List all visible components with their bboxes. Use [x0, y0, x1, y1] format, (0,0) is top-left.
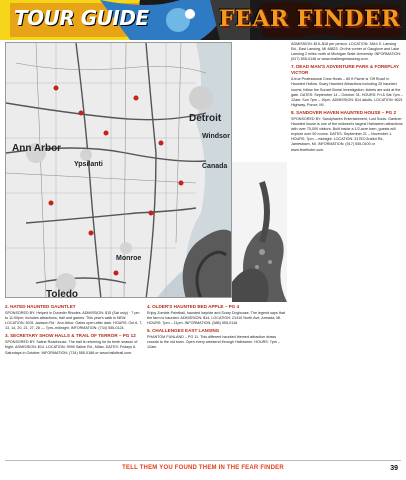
listing-7-text: A true Professional Crew Hosts – 60 ft Flame is 'Off Road' in Haunted Hollow. Scary Haunted Attractions including 25 haunted rooms; follow the Sunset Burial Investigation; tickets are sold at the gate. DATES: September 14 – October 31. HOURS: Fri & Sat 7pm – 12am; Sun 7pm – 10pm. ADMISSION: $14 adults. LOCATION: 8021 Highway, Ponce, MI. [291, 77, 403, 107]
tour-guide-title: TOUR GUIDE [14, 6, 149, 30]
listing-8-text: SPONSORED BY: Sandyhaven Entertainment, Lost Souls. Gardner Haunted house is one of the midwest's largest Halloween attractions with over 75,000 visitors. Built inside a 1/2-acre barn, guests will explore over 50 rooms. DATES: September 21 – November 1. HOURS: 7pm – midnight. LOCATION: 31753 Gratiot Rd., Jamestown, MI. INFORMATION: (517) 555-0100 or www.fearfinder.com. [291, 116, 403, 152]
listing-2-text: SPONSORED BY: Helped in Dunedin Rhodes. ADMISSION: $15 (Sat only) · 7 pm to 11:00pm; includes attractions, trail and games. This year's walk is NEW. LOCATION: 5031 Jackson Rd · Ann Arbor. Gates open after dark. HOURS: Oct 6, 7, 13, 14, 20, 21, 27, 28 — 7pm–midnight. INFORMATION: (734) 555-0124. [5, 311, 143, 331]
listings-middle-column [147, 302, 287, 458]
listing-6-continued: ADMISSION: $15–$18 per person. LOCATION: 3844 S. Lansing Rd., East Lansing, MI 48823. On the corner of Gauglove and Lake Lansing 2 miles north of Michigan State University. INFORMATION: (517) 555-0148 or www.challengeslansing.com. [291, 42, 402, 62]
listing-8-heading: 8. SANDOVER HAVEN HAUNTED HOUSE – PG 2 [291, 109, 397, 115]
area-map [5, 42, 232, 298]
map-label-windsor: Windsor [202, 133, 230, 140]
footer [0, 462, 406, 480]
map-label-monroe: Monroe [116, 255, 142, 262]
map-label-detroit: Detroit [189, 113, 222, 124]
map-label-ann-arbor: Ann Arbor [12, 143, 62, 154]
map-label-ypsilanti: Ypsilanti [74, 161, 103, 168]
listing-2-heading: 2. HATED HAUNTED GAUNTLET [5, 304, 76, 309]
header-banner [0, 0, 406, 40]
listing-5-text: PHANTOM FUNLAND – PG 11. This different haunted themed attraction draws crowds to the old town. Open every weekend through Halloween. HOURS: 7pm – 12am. [147, 335, 281, 350]
page-number: 39 [390, 465, 398, 472]
footer-tagline: TELL THEM YOU FOUND THEM IN THE FEAR FINDER [122, 465, 284, 471]
footer-divider [5, 460, 401, 461]
listings-left-column [5, 302, 143, 458]
listing-3-text: SPONSORED BY: Saline Roadhouse. The trail is returning for its tenth season of fright. ADMISSION: $14. LOCATION: 9990 Saline Rd., Milan. DATES: Fridays & Saturdays in October. INFORMATION: (734) 555-0188 or www.halloftrail.com. [5, 340, 138, 355]
listing-7-heading: 7. DEAD MAN'S ADVENTURE PARK & FOREPLAY VICTOR [291, 64, 400, 76]
octopus-illustration [232, 162, 287, 302]
listing-4-text: Enjoy Zombie Paintball, haunted hayride and Scary Doghouse. The legend says that the farm is haunted. ADMISSION: $14. LOCATION: 21410 North Ave, Armada, MI. HOURS: 7pm – 11pm. INFORMATION: (586) 555-0116. [147, 311, 285, 326]
map-label-canada: Canada [202, 163, 228, 170]
map-label-toledo: Toledo [46, 289, 79, 298]
listing-3-heading: 3. SECRETARY SHOW HALLS & TRAIL OF TERROR – PG 12 [5, 333, 136, 339]
fear-finder-logo: FEAR FINDER [218, 6, 400, 32]
listings-right-column [291, 42, 403, 458]
listing-5-heading: 5. CHALLENGES EAST LANSING [147, 328, 220, 334]
listing-4-heading: 4. OLDER'S HAUNTED BED APPLE – PG 4 [147, 304, 240, 309]
